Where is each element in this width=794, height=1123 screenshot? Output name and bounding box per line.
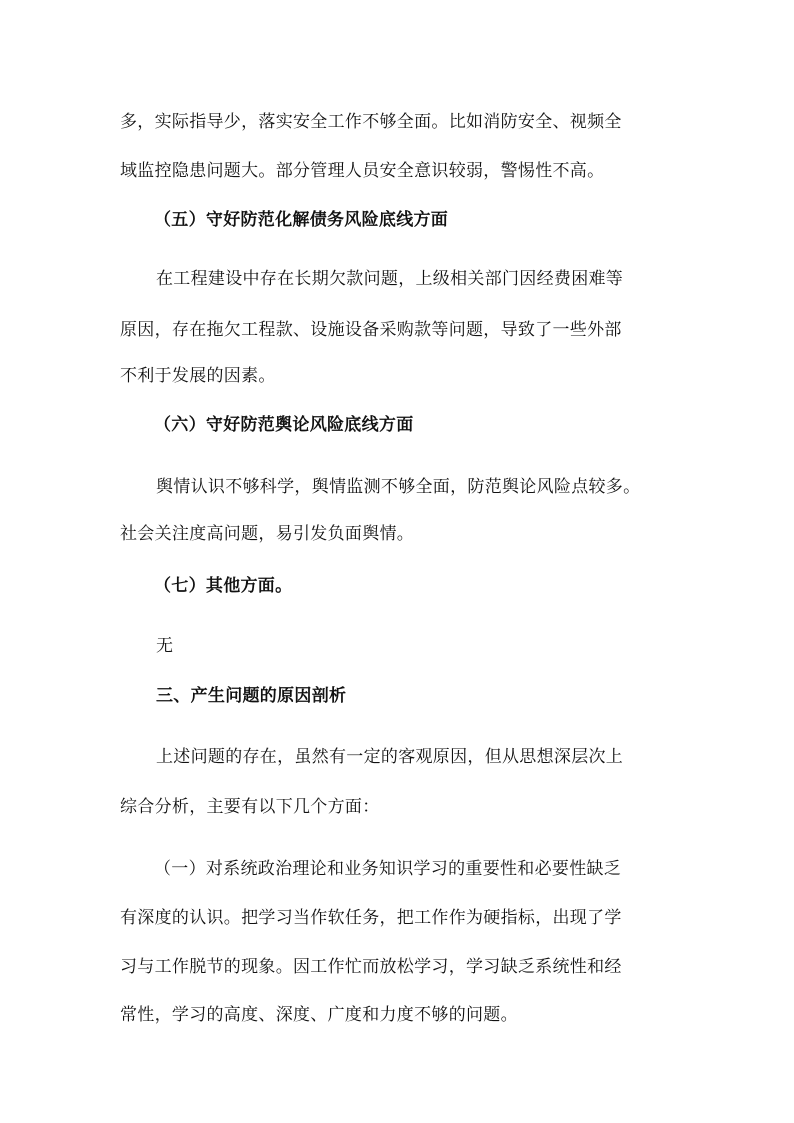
paragraph-line: 有深度的认识。把学习当作软任务，把工作作为硬指标，出现了学 bbox=[120, 908, 622, 928]
paragraph-line: 域监控隐患问题大。部分管理人员安全意识较弱，警惕性不高。 bbox=[120, 161, 605, 181]
paragraph-line: 在工程建设中存在长期欠款问题，上级相关部门因经费困难等 bbox=[156, 269, 624, 289]
section-heading: （七）其他方面。 bbox=[154, 576, 293, 596]
section-heading: 三、产生问题的原因剖析 bbox=[156, 686, 347, 706]
paragraph-line: 原因，存在拖欠工程款、设施设备采购款等问题，导致了一些外部 bbox=[120, 320, 622, 340]
paragraph-line: 舆情认识不够科学，舆情监测不够全面，防范舆论风险点较多。 bbox=[156, 477, 641, 497]
paragraph-line: 习与工作脱节的现象。因工作忙而放松学习，学习缺乏系统性和经 bbox=[120, 957, 622, 977]
section-heading: （五）守好防范化解债务风险底线方面 bbox=[154, 210, 449, 230]
paragraph-line: 综合分析，主要有以下几个方面： bbox=[120, 797, 380, 817]
paragraph-line: 常性，学习的高度、深度、广度和力度不够的问题。 bbox=[120, 1005, 518, 1025]
paragraph-line: 社会关注度高问题，易引发负面舆情。 bbox=[120, 524, 415, 544]
paragraph-line: 不利于发展的因素。 bbox=[120, 366, 276, 386]
paragraph-line: 上述问题的存在，虽然有一定的客观原因，但从思想深层次上 bbox=[156, 747, 624, 767]
paragraph-line: （一）对系统政治理论和业务知识学习的重要性和必要性缺乏 bbox=[154, 859, 622, 879]
paragraph-line: 多，实际指导少，落实安全工作不够全面。比如消防安全、视频全 bbox=[120, 112, 622, 132]
section-heading: （六）守好防范舆论风险底线方面 bbox=[154, 415, 414, 435]
paragraph-line: 无 bbox=[156, 636, 174, 656]
